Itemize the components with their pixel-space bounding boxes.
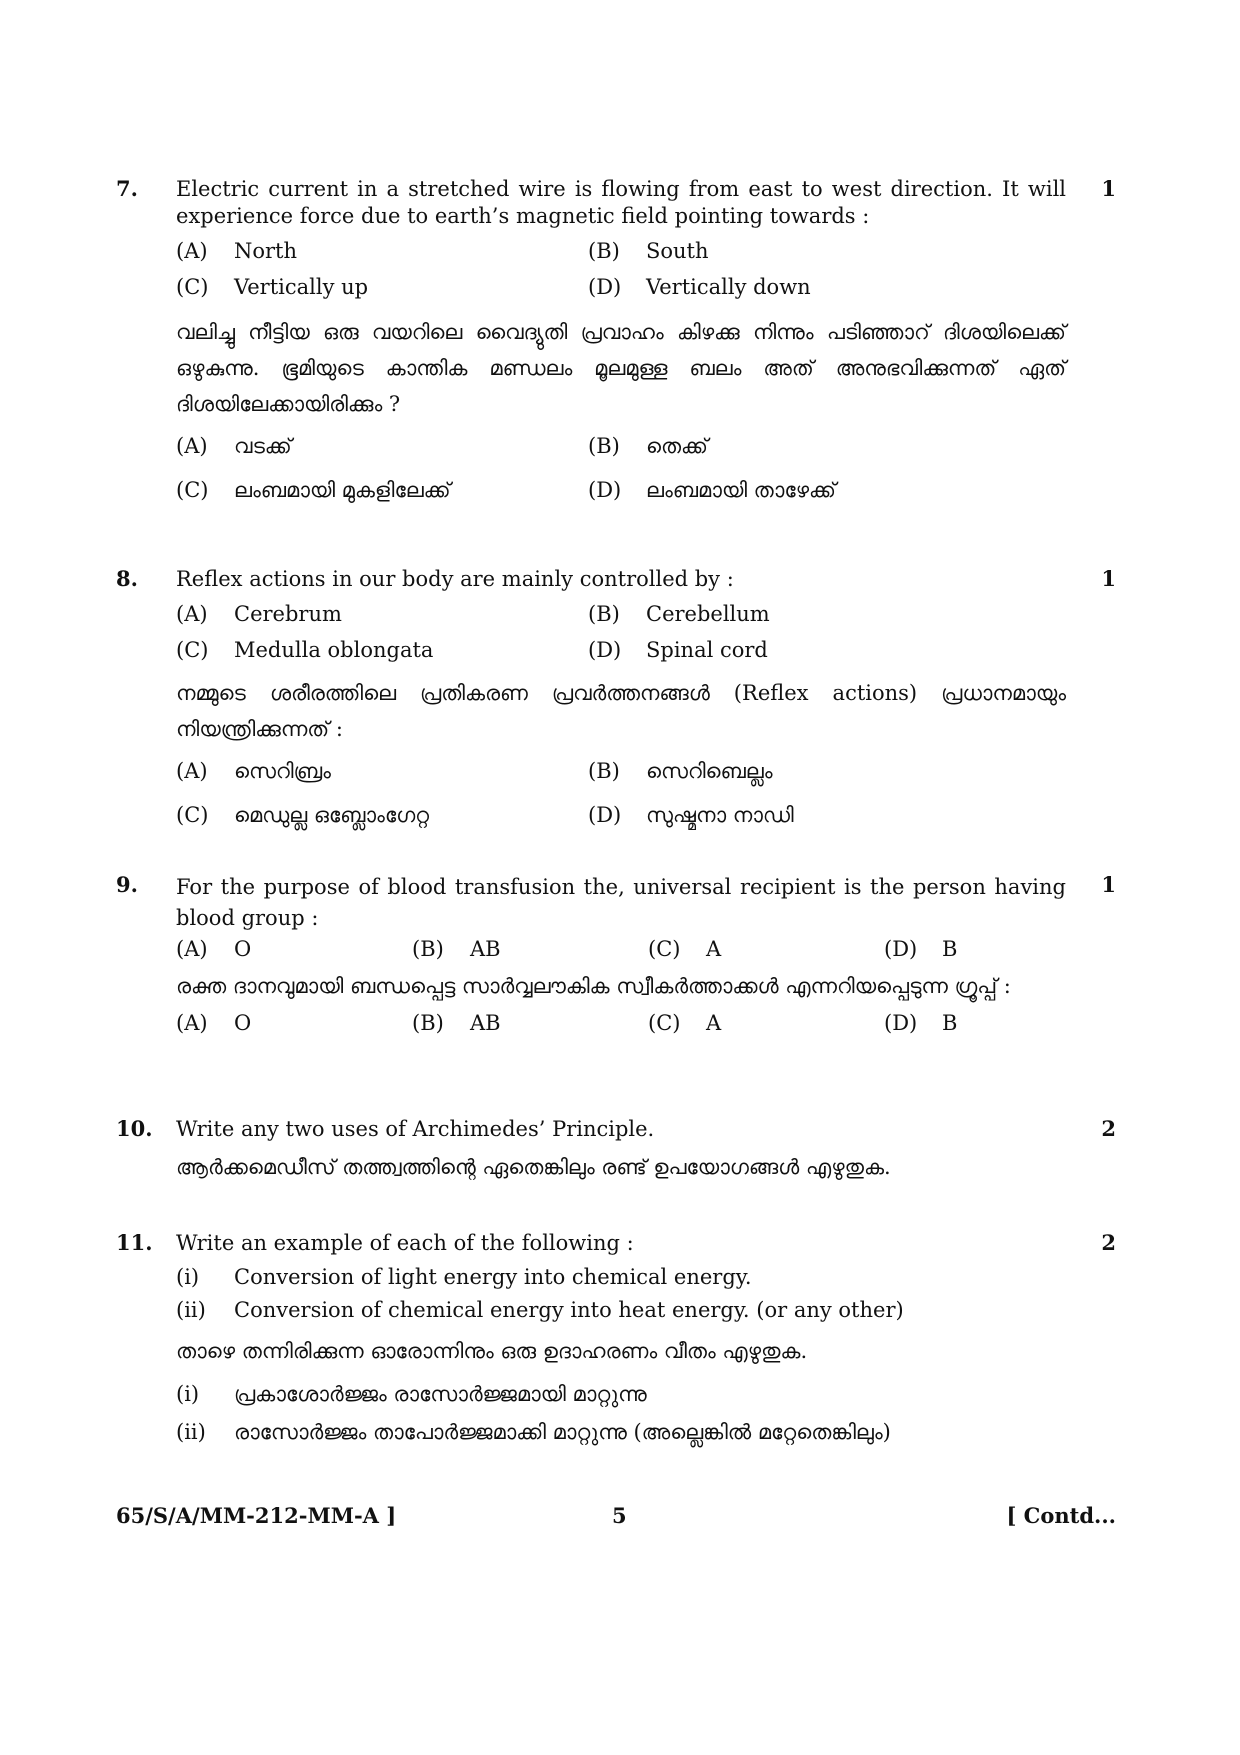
question-number: 10. (116, 1116, 153, 1141)
question-stem-malayalam: വലിച്ചു നീട്ടിയ ഒരു വയറിലെ വൈദ്യുതി പ്രവാഹം കിഴക്കു നിന്നും പടിഞ്ഞാറ് ദിശയിലെക്ക് ഒഴുകുന്നു. ഭൂമിയുടെ കാന്തിക മണ്ഡലം മൂലമുള്ള ബലം അത് അനുഭവിക്കുന്നത് ഏത് ദിശയിലേക്കായിരിക്കും ? (176, 320, 1066, 416)
sub-item: (ii) Conversion of chemical energy into heat energy. (or any other) (176, 1298, 904, 1322)
options-malayalam (176, 1008, 1116, 1038)
options-malayalam (176, 755, 1116, 831)
question-stem-english: Write an example of each of the following : (176, 1231, 634, 1255)
option-c: (C) Medulla oblongata (176, 638, 434, 662)
question-number: 11. (116, 1230, 153, 1255)
option-d: (D) സുഷ്മനാ നാഡി (588, 803, 794, 827)
option-b: (B) South (588, 239, 709, 263)
option-a: (A) O (176, 937, 252, 961)
question-8 (116, 566, 1116, 831)
option-b: (B) സെറിബെല്ലം (588, 759, 773, 783)
option-c: (C) Vertically up (176, 275, 369, 299)
options-english (176, 934, 1116, 964)
question-9 (116, 872, 1116, 1038)
option-d: (D) B (884, 937, 958, 961)
question-marks: 1 (1101, 872, 1116, 897)
options-english (176, 236, 1116, 302)
question-stem-malayalam: നമ്മുടെ ശരീരത്തിലെ പ്രതികരണ പ്രവർത്തനങ്ങൾ (Reflex actions) പ്രധാനമായും നിയന്ത്രിക്കുന്നത് : (176, 681, 1066, 741)
question-number: 9. (116, 872, 138, 897)
question-7 (116, 176, 1116, 506)
question-stem-english: Write any two uses of Archimedes’ Principle. (176, 1117, 655, 1141)
option-a: (A) North (176, 239, 298, 263)
option-b: (B) Cerebellum (588, 602, 770, 626)
option-b: (B) തെക്ക് (588, 434, 708, 458)
option-b: (B) AB (412, 937, 501, 961)
question-stem-english: For the purpose of blood transfusion the, universal recipient is the person having blood group : (176, 875, 1066, 930)
question-number: 7. (116, 176, 138, 201)
question-marks: 2 (1101, 1230, 1116, 1255)
question-10 (116, 1116, 1116, 1185)
option-a: (A) O (176, 1011, 252, 1035)
page-number: 5 (612, 1503, 627, 1528)
option-d: (D) ലംബമായി താഴേക്ക് (588, 478, 837, 502)
sub-item: (ii) രാസോർജ്ജം താപോർജ്ജമാക്കി മാറ്റുന്നു (അല്ലെങ്കിൽ മറ്റേതെങ്കിലും) (176, 1420, 891, 1444)
question-marks: 1 (1101, 176, 1116, 201)
question-stem-english: Reflex actions in our body are mainly controlled by : (176, 567, 734, 591)
option-d: (D) Spinal cord (588, 638, 768, 662)
option-b: (B) AB (412, 1011, 501, 1035)
option-c: (C) മെഡുല്ല ഒബ്ലോംഗേറ്റ (176, 803, 430, 827)
question-stem-malayalam: ആർക്കമെഡീസ് തത്ത്വത്തിന്റെ ഏതെങ്കിലും രണ്ട് ഉപയോഗങ്ങൾ എഴുതുക. (176, 1155, 891, 1179)
options-malayalam (176, 430, 1116, 506)
question-stem-malayalam: താഴെ തന്നിരിക്കുന്ന ഓരോന്നിനും ഒരു ഉദാഹരണം വീതം എഴുതുക. (176, 1339, 808, 1363)
option-c: (C) A (648, 937, 722, 961)
option-d: (D) Vertically down (588, 275, 811, 299)
continued-label: [ Contd... (1006, 1503, 1116, 1528)
question-number: 8. (116, 566, 138, 591)
question-stem-malayalam: രക്ത ദാനവുമായി ബന്ധപ്പെട്ട സാർവ്വലൗകിക സ്വീകർത്താക്കൾ എന്നറിയപ്പെടുന്ന ഗ്രൂപ്പ് : (176, 974, 1011, 998)
option-a: (A) Cerebrum (176, 602, 342, 626)
option-a: (A) സെറിബ്രം (176, 759, 331, 783)
option-c: (C) A (648, 1011, 722, 1035)
question-marks: 2 (1101, 1116, 1116, 1141)
paper-code: 65/S/A/MM-212-MM-A ] (116, 1503, 397, 1528)
question-stem-english: Electric current in a stretched wire is flowing from east to west direction. It will experience force due to earth’s magnetic field pointing towards : (176, 177, 1066, 228)
option-a: (A) വടക്ക് (176, 434, 292, 458)
question-11 (116, 1230, 1116, 1451)
option-c: (C) ലംബമായി മുകളിലേക്ക് (176, 478, 451, 502)
option-d: (D) B (884, 1011, 958, 1035)
sub-item: (i) Conversion of light energy into chemical energy. (176, 1265, 752, 1289)
question-marks: 1 (1101, 566, 1116, 591)
options-english (176, 599, 1116, 665)
sub-item: (i) പ്രകാശോർജ്ജം രാസോർജ്ജമായി മാറ്റുന്നു (176, 1382, 647, 1406)
